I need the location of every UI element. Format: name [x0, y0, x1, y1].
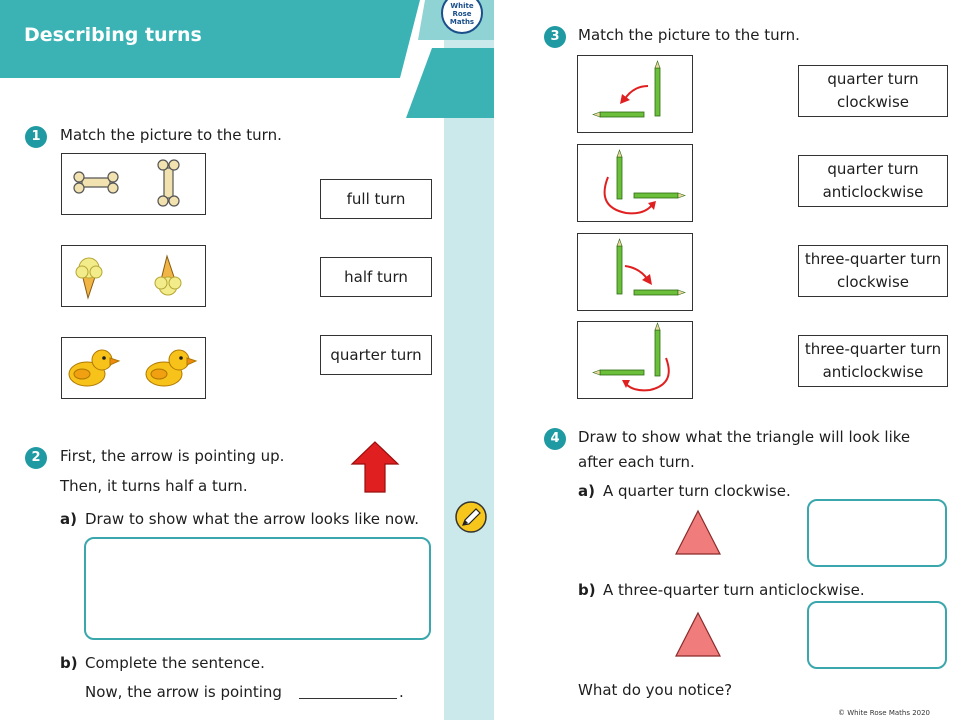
label-line: three-quarter turn: [804, 340, 942, 358]
part-text: Draw to show what the arrow looks like now.: [85, 510, 420, 528]
header-banner: [0, 0, 494, 125]
part-label: b): [60, 654, 78, 672]
label-full-turn[interactable]: full turn: [320, 179, 432, 219]
drawing-box[interactable]: [807, 499, 947, 567]
copyright: © White Rose Maths 2020: [838, 709, 931, 717]
logo-line: White: [450, 2, 474, 10]
triangle-icon: [674, 508, 722, 556]
part-label: a): [60, 510, 77, 528]
label-line: quarter turn: [827, 160, 919, 178]
question-line: Draw to show what the triangle will look like: [578, 428, 911, 446]
label-line: anticlockwise: [822, 363, 924, 381]
picture-duck[interactable]: [61, 337, 206, 399]
label-three-quarter-anticlockwise[interactable]: [798, 335, 948, 387]
part-label: a): [578, 482, 595, 500]
pencil-icon: [454, 500, 488, 534]
label-three-quarter-clockwise[interactable]: [798, 245, 948, 297]
sentence-end: .: [399, 683, 404, 701]
picture-bone[interactable]: [61, 153, 206, 215]
drawing-box[interactable]: [807, 601, 947, 669]
part-text: A three-quarter turn anticlockwise.: [603, 581, 865, 599]
picture-pencils-2[interactable]: [577, 144, 693, 222]
red-arrow-up-icon: [350, 440, 400, 494]
question-line: First, the arrow is pointing up.: [60, 447, 285, 465]
label-line: clockwise: [836, 273, 909, 291]
notice-prompt: What do you notice?: [578, 681, 733, 699]
question-line: after each turn.: [578, 453, 695, 471]
pencils-turn-icon: [578, 322, 691, 397]
label-line: quarter turn: [827, 70, 919, 88]
pencils-turn-icon: [578, 145, 691, 220]
duck-icon: [62, 338, 204, 397]
part-text: A quarter turn clockwise.: [603, 482, 791, 500]
label-line: three-quarter turn: [804, 250, 942, 268]
bone-icon: [62, 154, 204, 213]
label-quarter-anticlockwise[interactable]: [798, 155, 948, 207]
label-quarter-turn[interactable]: quarter turn: [320, 335, 432, 375]
pencils-turn-icon: [578, 234, 691, 309]
picture-ice-cream[interactable]: [61, 245, 206, 307]
sentence-text: Now, the arrow is pointing: [85, 683, 282, 701]
label-half-turn[interactable]: half turn: [320, 257, 432, 297]
question-number: 1: [25, 126, 47, 148]
label-line: anticlockwise: [822, 183, 924, 201]
answer-blank[interactable]: [299, 698, 397, 699]
triangle-icon: [674, 610, 722, 658]
logo-line: Maths: [449, 18, 475, 26]
question-number: 2: [25, 447, 47, 469]
label-line: clockwise: [836, 93, 909, 111]
logo-line: Rose: [452, 10, 472, 18]
part-text: Complete the sentence.: [85, 654, 265, 672]
question-prompt: Match the picture to the turn.: [578, 26, 800, 44]
drawing-box[interactable]: [84, 537, 431, 640]
question-prompt: Match the picture to the turn.: [60, 126, 282, 144]
label-quarter-clockwise[interactable]: [798, 65, 948, 117]
picture-pencils-4[interactable]: [577, 321, 693, 399]
question-number: 4: [544, 428, 566, 450]
picture-pencils-3[interactable]: [577, 233, 693, 311]
pencils-turn-icon: [578, 56, 691, 131]
picture-pencils-1[interactable]: [577, 55, 693, 133]
ice-cream-icon: [62, 246, 204, 305]
question-line: Then, it turns half a turn.: [60, 477, 248, 495]
question-number: 3: [544, 26, 566, 48]
page-title: Describing turns: [24, 24, 202, 46]
part-label: b): [578, 581, 596, 599]
